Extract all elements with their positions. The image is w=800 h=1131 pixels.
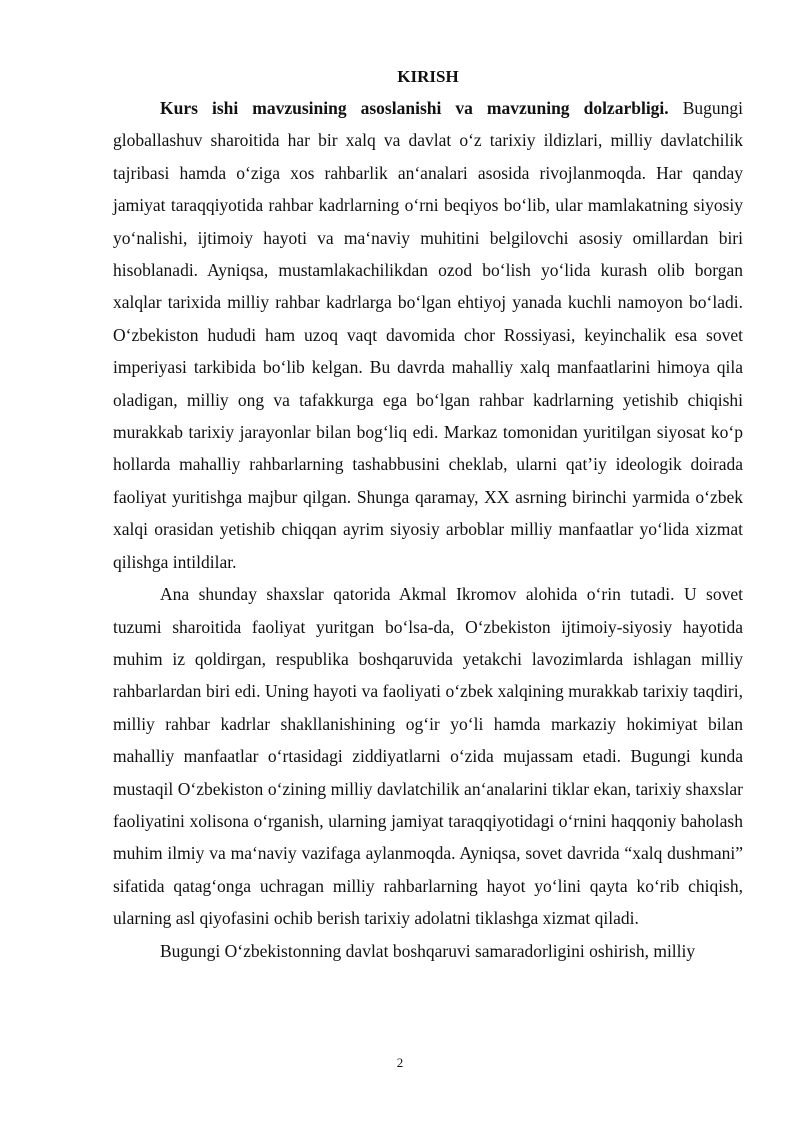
paragraph-body-text: Bugungi globallashuv sharoitida har bir xalq va davlat o‘z tarixiy ildizlari, milliy davlatchilik tajribasi hamda o‘ziga xos rahbarlik an‘analari asosida rivojlanmoqda. Har qanday jamiyat taraqqiyotida rahbar kadrlarning o‘rni beqiyos bo‘lib, ular mamlakatning siyosiy yo‘nalishi, ijtimoiy hayoti va ma‘naviy muhitini belgilovchi asosiy omillardan biri hisoblanadi. Ayniqsa, mustamlakachilikdan ozod bo‘lish yo‘lida kurash olib borgan xalqlar tarixida milliy rahbar kadrlarga bo‘lgan ehtiyoj yanada kuchli namoyon bo‘ladi. O‘zbekiston hududi ham uzoq vaqt davomida chor Rossiyasi, keyinchalik esa sovet imperiyasi tarkibida bo‘lib kelgan. Bu davrda mahalliy xalq manfaatlarini himoya qila oladigan, milliy ong va tafakkurga ega bo‘lgan rahbar kadrlarning yetishib chiqishi murakkab tarixiy jarayonlar bilan bog‘liq edi. Markaz tomonidan yuritilgan siyosat ko‘p hollarda mahalliy rahbarlarning tashabbusini cheklab, ularni qat’iy ideologik doirada faoliyat yuritishga majbur qilgan. Shunga qaramay, XX asrning birinchi yarmida o‘zbek xalqi orasidan yetishib chiqqan ayrim siyosiy arboblar milliy manfaatlar yo‘lida xizmat qilishga intildilar. <box>113 98 743 572</box>
section-heading: KIRISH <box>397 67 459 86</box>
document-page <box>113 66 743 967</box>
paragraph-lead-phrase: Kurs ishi mavzusining asoslanishi va mavzuning dolzarbligi. <box>160 98 669 118</box>
paragraph-continuation: Bugungi O‘zbekistonning davlat boshqaruvi samaradorligini oshirish, milliy <box>160 940 696 961</box>
page-number: 2 <box>396 1055 404 1070</box>
paragraph-akmal-ikromov: Ana shunday shaxslar qatorida Akmal Ikromov alohida o‘rin tutadi. U sovet tuzumi sharoitida faoliyat yuritgan bo‘lsa-da, O‘zbekiston ijtimoiy-siyosiy hayotida muhim iz qoldirgan, respublika boshqaruvida yetakchi lavozimlarda ishlagan milliy rahbarlardan biri edi. Uning hayoti va faoliyati o‘zbek xalqining murakkab tarixiy taqdiri, milliy rahbar kadrlar shakllanishining og‘ir yo‘li hamda markaziy hokimiyat bilan mahalliy manfaatlar o‘rtasidagi ziddiyatlarni o‘zida mujassam etadi. Bugungi kunda mustaqil O‘zbekiston o‘zining milliy davlatchilik an‘analarini tiklar ekan, tarixiy shaxslar faoliyatini xolisona o‘rganish, ularning jamiyat taraqqiyotidagi o‘rnini haqqoniy baholash muhim ilmiy va ma‘naviy vazifaga aylanmoqda. Ayniqsa, sovet davrida “xalq dushmani” sifatida qatag‘onga uchragan milliy rahbarlarning hayot yo‘lini qayta ko‘rib chiqish, ularning asl qiyofasini ochib berish tarixiy adolatni tiklashga xizmat qiladi. <box>113 584 743 929</box>
paragraph-introduction <box>113 92 743 578</box>
